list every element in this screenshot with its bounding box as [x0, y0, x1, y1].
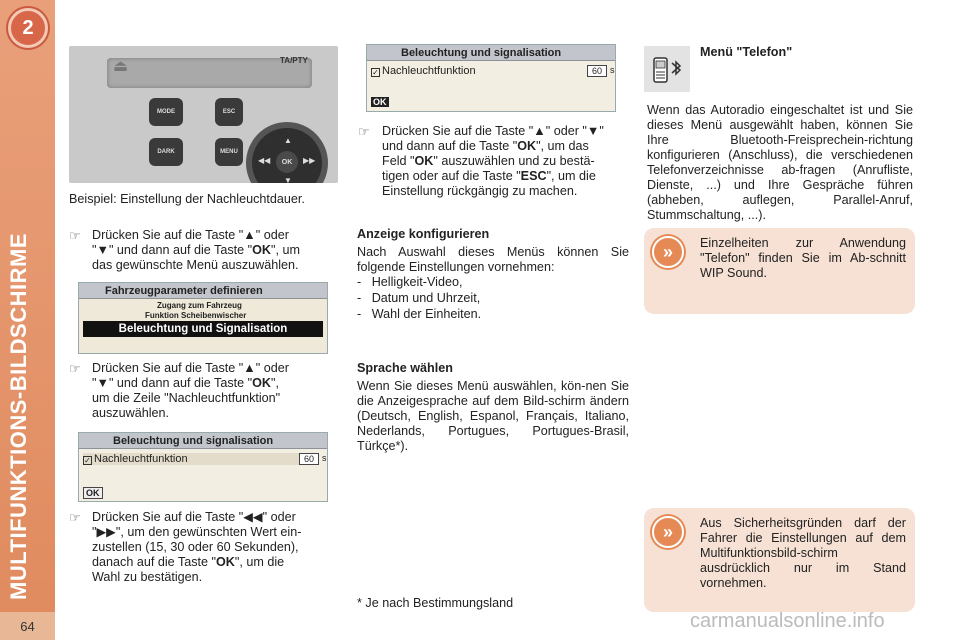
esc-button: ESC	[215, 98, 243, 126]
chapter-title: MULTIFUNKTIONS-BILDSCHIRME	[6, 233, 31, 600]
instruction-3: Drücken Sie auf die Taste "◀◀" oder "▶▶", um den gewünschten Wert ein- zustellen (15, 30 oder 60 Sekunden), danach auf die Taste "OK", um die Wahl zu bestätigen.	[92, 510, 302, 584]
forward-icon: ▶▶	[303, 156, 316, 165]
heading-telefon: Menü "Telefon"	[700, 45, 793, 59]
unit-label: s	[322, 453, 327, 463]
ok-field: OK	[83, 487, 103, 499]
radio-dashboard-photo	[69, 46, 338, 183]
watermark: carmanualsonline.info	[690, 610, 885, 632]
menu-button: MENU	[215, 138, 243, 166]
value-box: 60	[299, 453, 319, 465]
instruction-col2: Drücken Sie auf die Taste "▲" oder "▼" und dann auf die Taste "OK", um das Feld "OK" auszuwählen und zu bestä- tigen oder auf die Taste "ESC", um die Einstellung rückgängig zu machen.	[382, 124, 604, 198]
info-arrow-icon: »	[652, 236, 684, 268]
menu-row-access: Zugang zum Fahrzeug	[157, 301, 242, 310]
rewind-icon: ◀◀	[258, 156, 271, 165]
mode-button: MODE	[149, 98, 183, 126]
checkbox-icon: ✓	[84, 456, 91, 465]
unit-label: s	[610, 65, 615, 75]
ok-button: OK	[276, 151, 298, 173]
screen-title: Beleuchtung und signalisation	[367, 45, 615, 61]
lighting-row: ✓ Nachleuchtfunktion	[372, 65, 476, 77]
info-text-safety: Aus Sicherheitsgründen darf der Fahrer die Einstellungen auf dem Multifunktionsbild-schirm ausdrücklich nur im Stand vornehmen.	[700, 516, 906, 590]
menu-row-selected: Beleuchtung und Signalisation	[83, 321, 323, 337]
instruction-1: Drücken Sie auf die Taste "▲" oder "▼" und dann auf die Taste "OK", um das gewünschte Menü auszuwählen.	[92, 228, 300, 272]
anzeige-text: Nach Auswahl dieses Menüs können Sie folgende Einstellungen vornehmen:	[357, 245, 629, 274]
menu-row-wipers: Funktion Scheibenwischer	[145, 311, 247, 320]
lighting-row: ✓ Nachleuchtfunktion	[83, 453, 303, 465]
heading-sprache: Sprache wählen	[357, 361, 453, 375]
bullet-icon: ☞	[358, 124, 370, 139]
screen-vehicle-parameters	[78, 282, 328, 354]
screen-title: Beleuchtung und signalisation	[79, 433, 327, 449]
sprache-text: Wenn Sie dieses Menü auswählen, kön-nen Sie die Anzeigesprache auf dem Bild-schirm ändern (Deutsch, English, Espanol, Français, Italiano, Nederlands, Portugues, Portugues-Brasil, Türkçe*).	[357, 379, 629, 453]
ok-field-selected: OK	[373, 97, 387, 107]
instruction-2: Drücken Sie auf die Taste "▲" oder "▼" und dann auf die Taste "OK", um die Zeile "Nachleuchtfunktion" auszuwählen.	[92, 361, 289, 420]
list-item: - Wahl der Einheiten.	[357, 307, 482, 321]
screen-lighting-col1	[78, 432, 328, 502]
ta-pty-label: TA/PTY	[280, 56, 308, 65]
page-number: 64	[0, 612, 55, 640]
telefon-text: Wenn das Autoradio eingeschaltet ist und Sie dieses Menü ausgewählt haben, können Sie Ihre Bluetooth-Freisprechein-richtung konfigurieren (Anschluss), die verschiedenen Telefonverzeichnisse ab-fragen (Anrufliste, Dienste, ...) und Ihre Gespräche führen (abheben, auflegen, Parallel-Anruf, Stummschaltung, ...).	[647, 103, 913, 222]
list-item: - Datum und Uhrzeit,	[357, 291, 481, 305]
photo-caption: Beispiel: Einstellung der Nachleuchtdauer.	[69, 192, 305, 206]
list-item: - Helligkeit-Video,	[357, 275, 463, 289]
dark-button: DARK	[149, 138, 183, 166]
screen-lighting-col2	[366, 44, 616, 112]
bluetooth-phone-icon	[644, 46, 690, 92]
down-arrow-icon: ▼	[284, 176, 292, 183]
checkbox-icon: ✓	[372, 68, 379, 77]
heading-anzeige: Anzeige konfigurieren	[357, 227, 490, 241]
info-arrow-icon: »	[652, 516, 684, 548]
up-arrow-icon: ▲	[284, 136, 292, 145]
info-text-wip-sound: Einzelheiten zur Anwendung "Telefon" finden Sie im Ab-schnitt WIP Sound.	[700, 236, 906, 280]
eject-icon: ⏏	[113, 58, 129, 75]
bullet-icon: ☞	[69, 361, 81, 376]
chapter-number-badge: 2	[8, 8, 48, 48]
value-box: 60	[587, 65, 607, 77]
footnote: * Je nach Bestimmungsland	[357, 596, 514, 610]
bullet-icon: ☞	[69, 510, 81, 525]
bullet-icon: ☞	[69, 228, 81, 243]
screen-title: Fahrzeugparameter definieren	[79, 283, 327, 299]
